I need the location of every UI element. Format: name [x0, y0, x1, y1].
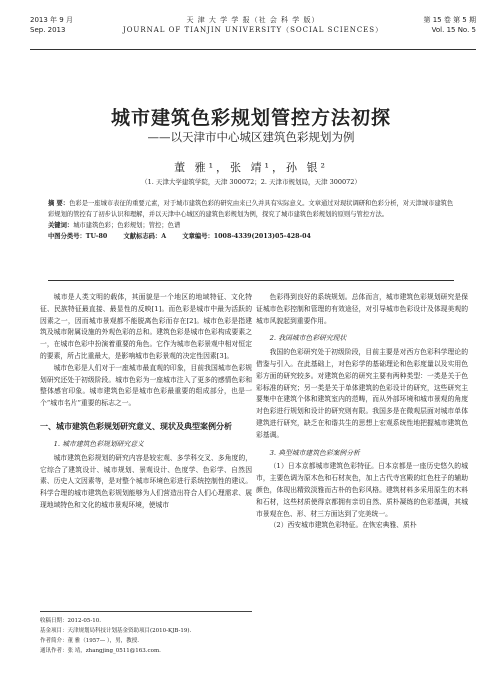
journal-header — [30, 15, 476, 50]
author-list: 董 雅¹，张 靖¹，孙 银² — [174, 161, 328, 174]
left-column — [40, 292, 252, 512]
volume-number: 第 15 卷 第 5 期 Vol. 15 No. 5 — [423, 16, 476, 34]
fund-info: 基金项目：天津规划局科技计划基金资助项目(2010-KJB-19). — [40, 628, 192, 634]
author-bio: 作者简介：董 雅（1957— ），男，教授. — [40, 638, 139, 644]
document-code: 文献标志码：A — [123, 233, 167, 240]
subsection-2-heading: 2. 我国城市色彩研究现状 — [269, 334, 347, 343]
subsection-1-text: 城市建筑色彩规划的研究内容是较宏观、多学科交叉、多角度的，它综合了建筑设计、城市规划、景观设计、色度学、色彩学、自然因素、历史人文因素等，是对整个城市环境色彩进行系统控制性的建议。科学合理的城市建筑色彩规划能够为人们营造出符合人们心理需求、展现地域特色和文化的城市景观环境，使城市 — [40, 453, 252, 509]
abstract-label: 摘 要： — [48, 200, 70, 207]
intro-paragraph-2: 城市色彩是人们对于一座城市最直观的印象，目前我国城市色彩规划研究还处于初级阶段。城市色彩为一座城市注入了更多的感情色彩和整体感官印象。城市建筑色彩是城市色彩最重要的组成部分，也是一个“城市名片”重要的标志之一。 — [40, 363, 252, 408]
keywords-text: 城市建筑色彩；色彩规划；管控；色谱 — [73, 222, 181, 229]
continued-paragraph: 色彩得到良好的系统规划。总体而言，城市建筑色彩规划研究是保证城市色彩控制和管理的有效途径，对引导城市色彩设计及体现美观的城市风貌起到重要作用。 — [256, 293, 468, 325]
section-1-heading: 一、城市建筑色彩规划研究意义、现状及典型案例分析 — [40, 420, 232, 431]
received-date: 收稿日期：2012-05-10. — [40, 618, 101, 624]
corresponding-author: 通讯作者：张 靖，zhangjing_0511@163.com. — [40, 648, 161, 654]
keywords — [48, 220, 454, 231]
case-kyoto: （1）日本京都城市建筑色彩特征。日本京都是一座历史悠久的城市，主要色调为原木色和石材灰色，加上古代寺宫殿的红色柱子的辅助颜色，体现出精致淡雅而古朴的色彩风格。建筑材料多采用原生的木料和石材，这些材质使得京都拥有亲切自然、质朴凝练的色彩基调，其城市景观在色、形、材三方面达到了完美统一。 — [256, 462, 468, 518]
issue-date: 2013 年 9 月 Sep. 2013 — [30, 16, 73, 34]
divider — [48, 280, 454, 281]
affiliation: （1. 天津大学建筑学院，天津 300072；2. 天津市规划局，天津 300072） — [141, 178, 361, 186]
right-column — [256, 292, 468, 532]
subsection-1-heading: 1. 城市建筑色彩规划研究意义 — [53, 439, 144, 448]
classification-line — [48, 231, 454, 242]
paper-subtitle: ——以天津市中心城区建筑色彩规划为例 — [147, 130, 355, 144]
abstract-block — [48, 198, 454, 242]
paper-title: 城市建筑色彩规划管控方法初探 — [110, 107, 391, 129]
article-number: 文章编号：1008-4339(2013)05-428-04 — [182, 233, 311, 240]
keywords-label: 关键词： — [48, 222, 74, 229]
subsection-3-heading: 3. 典型城市建筑色彩案例分析 — [269, 448, 360, 457]
abstract — [48, 198, 454, 220]
case-xian: （2）西安城市建筑色彩特征。在恢宏典雅、质朴 — [269, 521, 417, 530]
clc-number: 中图分类号：TU-80 — [48, 233, 108, 240]
journal-name: 天 津 大 学 学 报（社 会 科 学 版） JOURNAL OF TIANJIN UNIVERSITY（SOCIAL SCIENCES） — [122, 16, 384, 34]
intro-paragraph-1: 城市是人类文明的载体，其面貌是一个地区的地域特征、文化特征、民族特征最直接、最显性的反映[1]。而色彩是城市中最为活跃的因素之一，因而城市景观都不能脱离色彩而存在[2]。城市色彩是指建筑及城市附属设施的外观色彩的总和。建筑色彩是城市色彩构成要素之一，在城市色彩中扮演着重要的角色。它作为城市色彩景观中相对恒定的要素，所占比重最大，是影响城市色彩景观的决定性因素[3]。 — [40, 293, 252, 360]
footnote-block — [40, 611, 252, 656]
subsection-2-text: 我国的色彩研究处于初级阶段，目前主要是对西方色彩科学理论的借鉴与引入。在此基础上，对色彩学的基础理论和色彩度量以及实用色彩方面的研究较多。对建筑色彩的研究主要有两种类型：一类是关于色彩标准的研究；另一类是关于单体建筑的色彩设计的研究，这些研究主要集中在建筑个体和建筑室内的范畴，而从外部环境和城市景观的角度对色彩进行规划和设计的研究则有限。我国多是在微观层面对城市单体建筑进行研究，缺乏在和谐共生的思想上宏观系统性地把握城市建筑色彩基调。 — [256, 348, 468, 439]
abstract-text: 色彩是一座城市表征的重要元素，对于城市建筑色彩的研究由来已久并具有实际意义。文章通过对现状调研和色彩分析，对天津城市建筑色彩规划的管控有了初步认识和理解，并以天津中心城区的建筑色彩规划为例，探究了城市建筑色彩规划的原则与管控方法。 — [48, 200, 454, 218]
